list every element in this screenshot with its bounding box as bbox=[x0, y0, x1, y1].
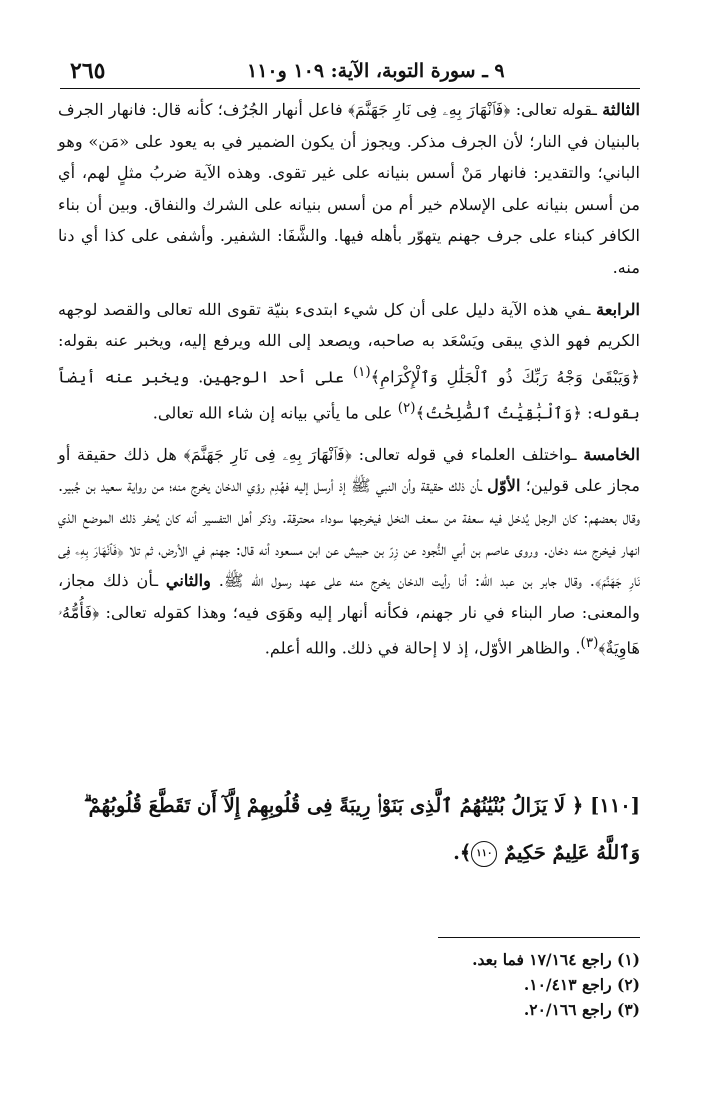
quran-quote: ﴿فَٱنْهَارَ بِهِۦ فِى نَارِ جَهَنَّمَ﴾ bbox=[58, 539, 641, 591]
fifth-text-6: . والظاهر الأوّل، إذ لا إحالة في ذلك. والله أعلم. bbox=[264, 638, 581, 658]
footnote-divider bbox=[438, 937, 640, 938]
quran-quote: ﴿فَٱنْهَارَ بِهِۦ فِى نَارِ جَهَنَّمَ﴾ bbox=[183, 444, 352, 464]
section-label-fourth: الرابعة bbox=[596, 299, 640, 319]
footnote-item: (٢) راجع ١٠/٤١٣. bbox=[523, 975, 640, 994]
verse-closing: ﴾. bbox=[453, 841, 472, 864]
quran-quote: ﴿وَٱلْبَٰقِيَٰتُ ٱلصَّٰلِحَٰتُ﴾ bbox=[415, 403, 582, 423]
verse-text: ﴿ لَا يَزَالُ بُنْيَٰنُهُمُ ٱلَّذِى بَنَوْا۟ رِيبَةً فِى قُلُوبِهِمْ إِلَّآ أَن تَقَطَّعَ قُلُوبُهُمْ ۗ وَٱللَّهُ عَلِيمٌ حَكِيمٌ bbox=[83, 794, 640, 864]
section-label-third: الثالثة bbox=[602, 100, 641, 119]
ayah-end-marker: ١١٠ bbox=[471, 841, 497, 867]
page-number: ٢٦٥ bbox=[70, 58, 106, 84]
quran-quote: ﴿وَيَبْقَىٰ وَجْهُ رَبِّكَ ذُو ٱلْجَلَٰلِ وَٱلْإِكْرَامِ﴾ bbox=[370, 367, 641, 387]
quran-verse-block bbox=[58, 782, 640, 876]
running-title: ٩ ـ سورة التوبة، الآية: ١٠٩ و١١٠ bbox=[247, 60, 505, 82]
fifth-text-3: ـأن ذلك حقيقة وأن النبي ﷺ إذ أرسل إليه فهُدِم رؤي الدخان يخرج منه؛ من رواية سعيد بن جُبير. وقال بعضهم: كان الرجل يُدخل فيه سعفة من سعف النخل فيخرجها سوداء محترقة. وذكر أهل التفسير أنه كان يُحفر ذلك الموضع الذي انهار فيخرج منه دخان. وروى عاصم بن أبي النُّجود عن زِرّ بن حبيش عن ابن مسعود أنه قال: جهنم في الأرض، ثم تلا bbox=[58, 476, 641, 559]
fourth-text-1: ـفي هذه الآية دليل على أن كل شيء ابتدىء بنيّة تقوى الله تعالى والقصد لوجهه الكريم فهو الذي يبقى ويَسْعَد به صاحبه، ويصعد إلى الله ويرفع إليه، ويخبر عنه بقوله: bbox=[58, 299, 640, 351]
main-text bbox=[58, 94, 640, 664]
verse-number: [١١٠] bbox=[590, 794, 640, 817]
fifth-text-2: هل ذلك حقيقة أو مجاز على قولين؛ bbox=[58, 444, 640, 496]
footnote-ref: (٣) bbox=[580, 635, 599, 652]
fifth-text-5: ـأن ذلك مجاز، والمعنى: صار البناء في نار جهنم، فكأنه أنهار إليه وهَوَى فيه؛ وهذا كقوله تعالى: bbox=[58, 571, 640, 622]
header-rule bbox=[60, 88, 640, 89]
opinion-label-second: والثاني bbox=[165, 571, 211, 591]
third-text: فاعل أنهار الجُرُف؛ كأنه قال: فانهار الجرف بالبنيان في النار؛ لأن الجرف مذكر. ويجوز أن يكون الضمير في به يعود على «مَن» وهو الباني؛ والتقدير: فانهار مَنْ أسس بنيانه على غير تقوى. وهذه الآية ضربُ مثلٍ لهم، أي من أسس بنيانه على الإسلام خير أم من أسس بنيانه على الشرك والنفاق. وبين أن بناء الكافر كبناء على جرف جهنم يتهوّر بأهله فيها. والشَّفَا: الشفير. وأشفى على كذا أي دنا منه. bbox=[58, 100, 640, 277]
footnote-ref: (١) bbox=[352, 363, 371, 380]
opinion-label-first: الأوّل bbox=[487, 476, 521, 496]
fifth-text-4: . وقال جابر بن عبد الله: أنا رأيت الدخان يخرج منه على عهد رسول الله ﷺ. bbox=[210, 571, 595, 591]
paragraph-fifth bbox=[58, 439, 640, 665]
page-header bbox=[52, 54, 642, 90]
footnotes bbox=[300, 947, 640, 1022]
paragraph-fourth bbox=[58, 294, 640, 429]
footnote-ref: (٢) bbox=[397, 399, 416, 416]
footnote-item: (١) راجع ١٧/١٦٤ فما بعد. bbox=[472, 950, 640, 969]
third-lead: ـقوله تعالى: bbox=[510, 100, 603, 119]
quran-quote: ﴿فَأُمُّهُۥ هَاوِيَةٌ﴾ bbox=[58, 602, 640, 658]
section-label-fifth: الخامسة bbox=[583, 444, 640, 464]
paragraph-third bbox=[58, 94, 640, 284]
quran-quote: ﴿فَٱنْهَارَ بِهِۦ فِى نَارِ جَهَنَّمَ﴾ bbox=[348, 100, 511, 119]
fourth-text-3: على ما يأتي بيانه إن شاء الله تعالى. bbox=[152, 403, 398, 423]
footnote-item: (٣) راجع ٢٠/١٦٦. bbox=[523, 1000, 640, 1019]
fourth-text-2: على أحد الوجهين. ويخبر عنه أيضاً بقوله: bbox=[58, 367, 640, 423]
fifth-text-1: ـواختلف العلماء في قوله تعالى: bbox=[351, 444, 584, 464]
